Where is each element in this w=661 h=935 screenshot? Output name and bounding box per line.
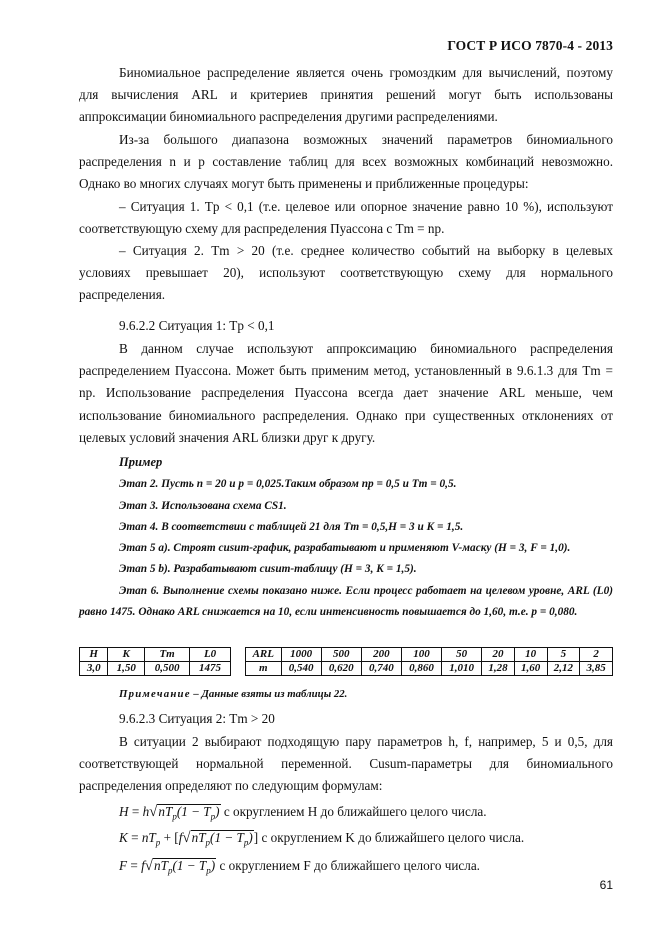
table-cell: 0,540 xyxy=(281,662,321,676)
table-cell: 500 xyxy=(321,648,361,662)
formula-h: $H = h√nT_p(1 - T_p)$ с округлением H до ближайшего целого числа. xyxy=(119,804,487,822)
table-cell: 0,620 xyxy=(321,662,361,676)
table-cell: 0,860 xyxy=(401,662,441,676)
table-row xyxy=(80,648,231,662)
table-cell: Tm xyxy=(145,648,190,662)
formula-h-text: с округлением H до ближайшего целого числа. xyxy=(223,804,487,819)
table-cell: 1,28 xyxy=(482,662,515,676)
table-cell: 1475 xyxy=(190,662,231,676)
table-cell: 200 xyxy=(361,648,401,662)
table-cell: 3,0 xyxy=(80,662,108,676)
table-row xyxy=(246,662,613,676)
table-cell: L0 xyxy=(190,648,231,662)
table-cell: 3,85 xyxy=(580,662,613,676)
table-cell: 10 xyxy=(514,648,547,662)
example-title: Пример xyxy=(119,455,163,469)
table-cell: 50 xyxy=(442,648,482,662)
table-cell: m xyxy=(246,662,282,676)
example-step-5b: Этап 5 b). Разрабатывают cusum-таблицу (H = 3, K = 1,5). xyxy=(119,563,417,575)
table-cell: 1,60 xyxy=(514,662,547,676)
table-cell: 1,010 xyxy=(442,662,482,676)
table-cell: 0,740 xyxy=(361,662,401,676)
example-step-6: Этап 6. Выполнение схемы показано ниже. Если процесс работает на целевом уровне, ARL (L0) равно 1475. Однако ARL снижается на 10, если интенсивность повышается до 1,60, т.е. p = 0,080. xyxy=(79,585,613,618)
section-heading-9-6-2-3: 9.6.2.3 Ситуация 2: Tm > 20 xyxy=(119,711,275,726)
table-cell: K xyxy=(108,648,145,662)
table-cell: H xyxy=(80,648,108,662)
table-row xyxy=(80,662,231,676)
paragraph-situation-2-details: В ситуации 2 выбирают подходящую пару параметров h, f, например, 5 и 0,5, для соответствующей нормальной переменной. Cusum-параметры для биномиального распределения определяют по следующим формулам: xyxy=(79,734,613,794)
paragraph-situation-2: – Ситуация 2. Tm > 20 (т.е. среднее количество событий на выборку в целевых условиях превышает 20), используют соответствующую схему для нормального распределения. xyxy=(79,243,613,303)
section-heading-9-6-2-2: 9.6.2.2 Ситуация 1: Tp < 0,1 xyxy=(119,318,275,333)
paragraph-binomial-intro: Биномиальное распределение является очень громоздким для вычислений, поэтому для вычисления ARL и критериев принятия решений могут быть использованы аппроксимации биномиального распределения другими распределениями. xyxy=(79,65,613,125)
note-label: Примечание xyxy=(119,688,191,700)
example-step-4: Этап 4. В соответствии с таблицей 21 для Tm = 0,5,H = 3 и K = 1,5. xyxy=(119,521,464,533)
table-cell: 1000 xyxy=(281,648,321,662)
example-step-2: Этап 2. Пусть n = 20 и p = 0,025.Таким образом np = 0,5 и Tm = 0,5. xyxy=(119,478,457,490)
example-step-3: Этап 3. Использована схема CS1. xyxy=(119,500,287,512)
table-cell: 5 xyxy=(547,648,580,662)
formula-f-text: с округлением F до ближайшего целого числа. xyxy=(219,858,480,873)
formula-f: $F = f√nT_p(1 - T_p)$ с округлением F до ближайшего целого числа. xyxy=(119,858,480,876)
table-cell: 2,12 xyxy=(547,662,580,676)
table-cell: ARL xyxy=(246,648,282,662)
paragraph-situation-1: – Ситуация 1. Tp < 0,1 (т.е. целевое или опорное значение равно 10 %), используют соответствующую схему для распределения Пуассона с Tm = np. xyxy=(79,199,613,237)
parameters-table xyxy=(79,647,231,676)
formula-k-text: с округлением K до ближайшего целого числа. xyxy=(261,830,525,845)
table-note xyxy=(119,688,347,700)
paragraph-poisson-approximation: В данном случае используют аппроксимацию биномиального распределения распределением Пуассона. Может быть применим метод, установленный в 9.6.1.3 для Tm = np. Использование распределения Пуассона всегда дает значение ARL меньше, чем использование биномиального распределения. Однако при существенных отклонениях от целевых условий значения ARL близки друг к другу. xyxy=(79,341,613,445)
page-number: 61 xyxy=(599,878,613,892)
table-cell: 100 xyxy=(401,648,441,662)
example-step-5a: Этап 5 a). Строят cusum-график, разрабатывают и применяют V-маску (H = 3, F = 1,0). xyxy=(119,542,571,554)
standard-header: ГОСТ Р ИСО 7870-4 - 2013 xyxy=(447,38,613,53)
table-cell: 20 xyxy=(482,648,515,662)
paragraph-parameter-range: Из-за большого диапазона возможных значений параметров биномиального распределения n и p составление таблиц для всех возможных комбинаций невозможно. Однако во многих случаях могут быть применены и приближенные процедуры: xyxy=(79,132,613,192)
table-row xyxy=(246,648,613,662)
table-cell: 1,50 xyxy=(108,662,145,676)
table-cell: 0,500 xyxy=(145,662,190,676)
arl-table xyxy=(245,647,613,676)
table-cell: 2 xyxy=(580,648,613,662)
note-text: – Данные взяты из таблицы 22. xyxy=(193,688,348,700)
formula-k: $K = nT_p + [f√nT_p(1 - T_p)]$ с округлением K до ближайшего целого числа. xyxy=(119,830,525,848)
